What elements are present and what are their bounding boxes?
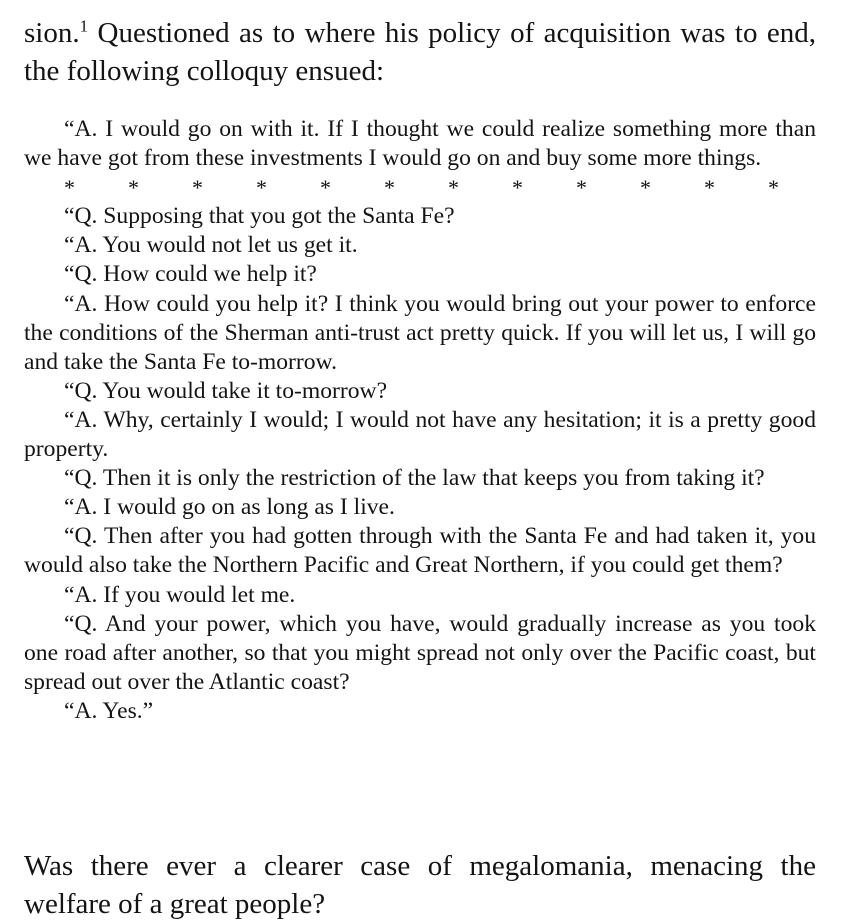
star-glyph: *: [576, 175, 587, 201]
colloquy-line: “A. How could you help it? I think you would bring out your power to enforce the conditions of the Sherman anti-trust act pretty quick. If you will let us, I will go and take the Santa Fe to-morrow.: [24, 290, 816, 375]
star-glyph: *: [192, 175, 203, 201]
star-glyph: *: [128, 175, 139, 201]
colloquy-line: “A. Why, certainly I would; I would not have any hesitation; it is a pretty good property.: [24, 406, 816, 463]
star-glyph: *: [640, 175, 651, 201]
colloquy-line: “Q. And your power, which you have, would gradually increase as you took one road after another, so that you might spread not only over the Pacific coast, but spread out over the Atlantic coast?: [24, 610, 816, 695]
colloquy-line: “Q. Then it is only the restriction of the law that keeps you from taking it?: [64, 465, 765, 492]
intro-text-rest: Questioned as to where his policy of acquisition was to end, the following colloquy ensued:: [24, 17, 816, 87]
colloquy-block: [24, 115, 816, 726]
star-glyph: *: [704, 175, 715, 201]
intro-text-start: sion.: [24, 17, 80, 49]
star-glyph: *: [768, 175, 779, 201]
star-glyph: *: [448, 175, 459, 201]
colloquy-line: “Q. You would take it to-morrow?: [64, 377, 388, 404]
colloquy-line: “Q. Supposing that you got the Santa Fe?: [64, 203, 455, 230]
colloquy-line: “Q. How could we help it?: [64, 261, 317, 288]
colloquy-line: “A. Yes.”: [64, 697, 154, 724]
footnote-marker: 1: [79, 16, 89, 36]
colloquy-line: “Q. Then after you had gotten through with the Santa Fe and had taken it, you would also take the Northern Pacific and Great Northern, if you could get them?: [24, 523, 816, 579]
intro-paragraph: [24, 14, 816, 90]
colloquy-line: “A. I would go on with it. If I thought we could realize something more than we have got from these investments I would go on and buy some more things.: [24, 116, 816, 172]
colloquy-line: “A. If you would let me.: [64, 581, 296, 608]
colloquy-line: “A. I would go on as long as I live.: [64, 494, 395, 521]
star-glyph: *: [256, 175, 267, 201]
colloquy-line: “A. You would not let us get it.: [64, 232, 358, 259]
star-glyph: *: [384, 175, 395, 201]
star-glyph: *: [512, 175, 523, 201]
star-glyph: *: [320, 175, 331, 201]
conclusion-paragraph: Was there ever a clearer case of megalomania, menacing the welfare of a great people?: [24, 850, 816, 920]
star-glyph: *: [64, 175, 75, 201]
ellipsis-stars: [64, 173, 778, 202]
